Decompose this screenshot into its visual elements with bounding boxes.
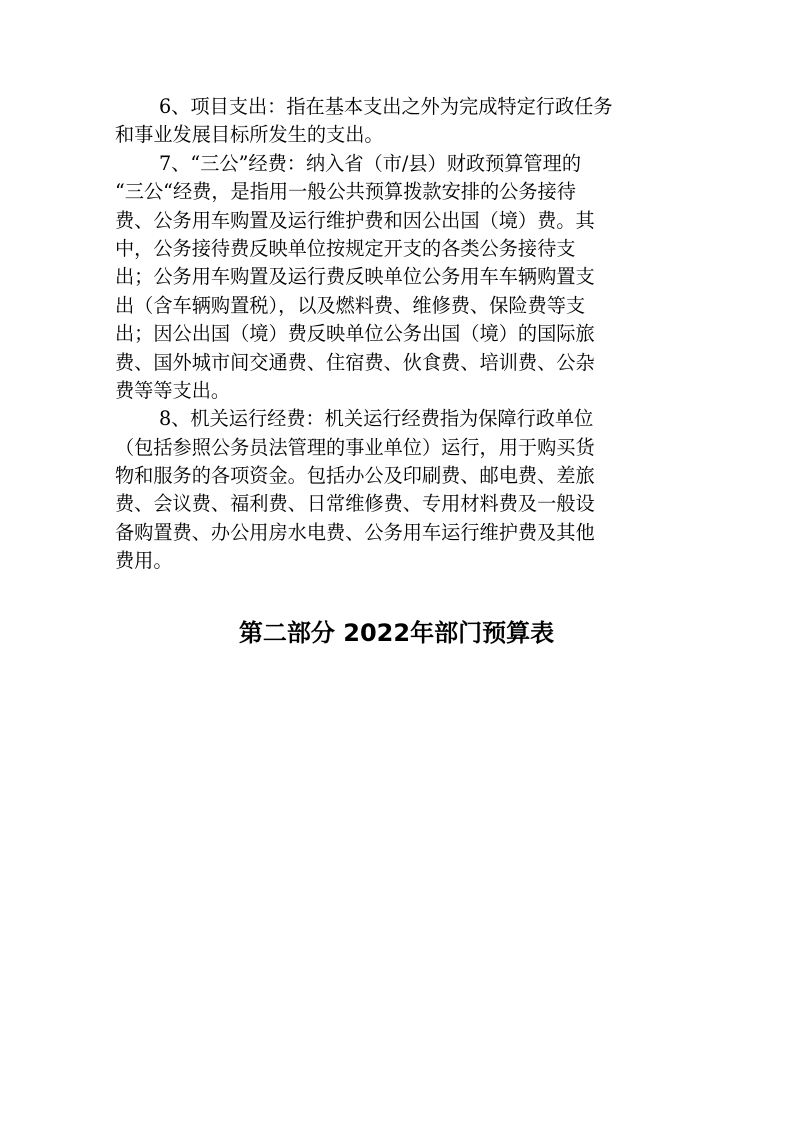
text-line: 出（含车辆购置税），以及燃料费、维修费、保险费等支: [115, 293, 586, 317]
paragraph-three-public-funds: [115, 150, 687, 406]
text-line: 费用。: [115, 549, 173, 573]
text-line: 费、公务用车购置及运行维护费和因公出国（境）费。其: [115, 208, 595, 232]
text-line: 物和服务的各项资金。包括办公及印刷费、邮电费、差旅: [115, 464, 595, 488]
text-line: 中，公务接待费反映单位按规定开支的各类公务接待支: [115, 236, 576, 260]
text-line: 费等等支出。: [115, 378, 231, 402]
text-line: 出；因公出国（境）费反映单位公务出国（境）的国际旅: [115, 322, 595, 346]
text-line: 8、机关运行经费：机关运行经费指为保障行政单位: [159, 407, 594, 431]
text-line: 出；公务用车购置及运行费反映单位公务用车车辆购置支: [115, 265, 595, 289]
paragraph-agency-operating-funds: [115, 405, 687, 575]
text-line: 6、项目支出：指在基本支出之外为完成特定行政任务: [159, 95, 613, 118]
body-text: [115, 93, 687, 576]
text-line: 7、“三公”经费：纳入省（市/县）财政预算管理的: [159, 151, 582, 175]
text-line: 备购置费、办公用房水电费、公务用车运行维护费及其他: [115, 520, 595, 544]
text-line: （包括参照公务员法管理的事业单位）运行，用于购买货: [115, 435, 595, 459]
text-line: 费、会议费、福利费、日常维修费、专用材料费及一般设: [115, 492, 595, 516]
section-title: 第二部分 2022年部门预算表: [238, 619, 555, 647]
text-line: 和事业发展目标所发生的支出。: [115, 123, 384, 147]
text-line: “三公“经费，是指用一般公共预算拨款安排的公务接待: [115, 180, 576, 204]
paragraph-project-expenditure: [115, 93, 687, 150]
text-line: 费、国外城市间交通费、住宿费、伙食费、培训费、公杂: [115, 350, 595, 374]
